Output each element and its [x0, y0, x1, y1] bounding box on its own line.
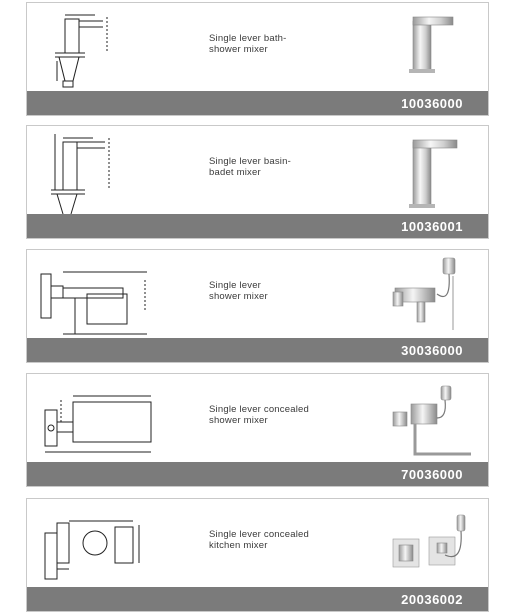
bath-shower-mixer-photo-icon [373, 7, 473, 89]
product-card [26, 249, 489, 363]
product-code: 10036000 [401, 96, 463, 111]
bath-shower-mixer-drawing-icon [35, 7, 145, 93]
product-code-bar [27, 462, 488, 486]
product-card [26, 125, 489, 239]
product-code-bar [27, 587, 488, 611]
shower-mixer-drawing-icon [35, 254, 155, 340]
product-card [26, 498, 489, 612]
product-code-bar [27, 214, 488, 238]
concealed-shower-mixer-drawing-icon [35, 378, 165, 464]
product-card [26, 373, 489, 487]
product-code-bar [27, 91, 488, 115]
product-code-bar [27, 338, 488, 362]
product-code: 10036001 [401, 219, 463, 234]
concealed-shower-mixer-photo-icon [373, 378, 473, 460]
basin-bidet-mixer-photo-icon [373, 130, 473, 212]
product-description: Single lever concealed kitchen mixer [209, 529, 309, 551]
concealed-kitchen-mixer-photo-icon [373, 503, 473, 585]
product-code: 20036002 [401, 592, 463, 607]
concealed-kitchen-mixer-drawing-icon [35, 503, 155, 589]
product-description: Single lever concealed shower mixer [209, 404, 309, 426]
product-code: 30036000 [401, 343, 463, 358]
product-description: Single lever bath- shower mixer [209, 33, 287, 55]
product-description: Single lever shower mixer [209, 280, 268, 302]
product-description: Single lever basin- badet mixer [209, 156, 291, 178]
product-card [26, 2, 489, 116]
shower-mixer-photo-icon [373, 254, 473, 336]
product-code: 70036000 [401, 467, 463, 482]
basin-bidet-mixer-drawing-icon [35, 130, 145, 216]
